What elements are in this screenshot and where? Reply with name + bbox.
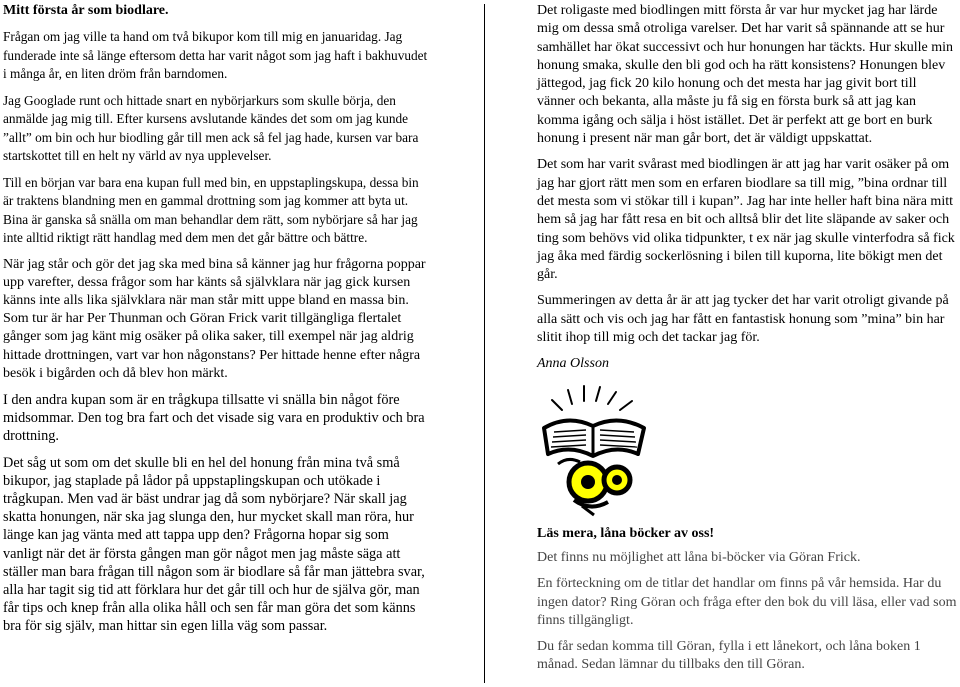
promo-paragraph-1: Det finns nu möjlighet att låna bi-böcker via Göran Frick. xyxy=(537,549,861,565)
right-column xyxy=(537,0,957,683)
article-paragraph-3: Till en början var bara ena kupan full med bin, en uppstaplingskupa, dessa bin är traktens blandning men en gammal drottning som jag kommer att byta ut. Bina är ganska så snälla om man behandlar dem rätt, som nybörjare så har jag inte alltid riktigt rätt handlag med dem men det går bättre och bättre. xyxy=(3,174,419,245)
left-column xyxy=(3,0,431,644)
article-paragraph-6: Det såg ut som om det skulle bli en hel del honung från mina två små bikupor, jag staplade på lådor på uppstaplingskupan och utökade i trågkupan. Men vad är bäst undrar jag då som nybörjare? När skall jag skatta honungen, när ska jag slunga den, hur mycket skall man röra, hur länge kan jag vänta med att tappa upp den? Frågorna hopar sig som vanligt när det är första gången man gör något men jag måste säga att ställer man bara frågan till någon som är biodlare så får man jättebra svar, alla har tagit sig tid att förklara hur det går till och hur de själva gör, man får tips och knep från alla olika håll och sen får man göra det som känns bra för sig själv, man hittar sin egen lilla väg som passar. xyxy=(3,454,425,635)
promo-heading: Läs mera, låna böcker av oss! xyxy=(537,525,715,541)
promo-paragraph-2: En förteckning om de titlar det handlar om finns på vår hemsida. Har du ingen dator? Ring Göran och fråga efter den bok du vill läsa, eller vad som finns tillgängligt. xyxy=(537,576,957,628)
promo-paragraph-3: Du får sedan komma till Göran, fylla i ett lånekort, och låna boken 1 månad. Sedan lämnar du tillbaks den till Göran. xyxy=(537,639,921,673)
article-paragraph-1: Frågan om jag ville ta hand om två bikupor kom till mig en januaridag. Jag funderade inte så länge eftersom detta har varit något som jag haft i bakhuvudet i många år, en liten dröm från barndomen. xyxy=(3,29,428,81)
article-title: Mitt första år som biodlare. xyxy=(3,3,169,18)
reading-book-clipart-icon xyxy=(538,384,650,519)
article-paragraph-8: Det som har varit svårast med biodlingen är att jag har varit osäker på om jag har gjort rätt men som en erfaren biodlare sa till mig, ”bina ordnar till det mesta som vi stökar till i kupan”. Jag har inte heller haft bina nära mitt hem så jag har fått resa en bit och alltså blir det lite släpande av saker och ting som behövs vid olika tidpunkter, t ex när jag skulle vinterfodra så fick jag åka med färdig sockerlösning i bilen till kuporna, lite bökigt men det går. xyxy=(537,157,955,283)
article-paragraph-2: Jag Googlade runt och hittade snart en nybörjarkurs som skulle börja, den anmälde jag mig till. Efter kursens avslutande kändes det som om jag kunde ”allt” om bin och hur biodling går till men ack så fel jag hade, kursen var bara startskottet till en helt ny värld av nya upplevelser. xyxy=(3,92,419,163)
article-paragraph-9: Summeringen av detta år är att jag tycker det har varit otroligt givande på alla sätt och vis och jag har fått en fantastisk honung som ”mina” bin har slitit ihop till mig och det tackar jag för. xyxy=(537,293,949,346)
author-signature: Anna Olsson xyxy=(537,356,609,372)
article-paragraph-7: Det roligaste med biodlingen mitt första år var hur mycket jag har lärde mig om dessa små otroliga varelser. Det har varit så spännande att se hur samhället har ökat successivt och hur honungen har täckts. Hur skulle min honung smaka, skulle den bli god och ha rätt konsistens? Honungen blev jättegod, jag fick 20 kilo honung och det mesta har jag givit bort till vänner och bekanta, alla måste ju få sig en första burk så att jag kan komma igång och sälja i höst istället. Det är perfekt att ge bort en burk honung i present när man går bort, det är väldigt uppskattat. xyxy=(537,3,954,147)
article-paragraph-5: I den andra kupan som är en trågkupa tillsatte vi snälla bin något före midsommar. Den tog bra fart och det visade sig vara en produktiv och bra drottning. xyxy=(3,391,425,445)
column-divider xyxy=(484,4,485,683)
article-paragraph-4: När jag står och gör det jag ska med bina så känner jag hur frågorna poppar upp varefter, dessa frågor som har känts så självklara när jag gick kursen känns inte alls lika självklara när man står mitt uppe bland en massa bin. Som tur är har Per Thunman och Göran Frick varit tillgängliga flertalet gånger som jag känt mig osäker på olika saker, till exempel när jag aldrig hittade drottningen, vart var hon någonstans? Per hittade henne efter några besök i bigården och då blev hon märkt. xyxy=(3,256,426,381)
